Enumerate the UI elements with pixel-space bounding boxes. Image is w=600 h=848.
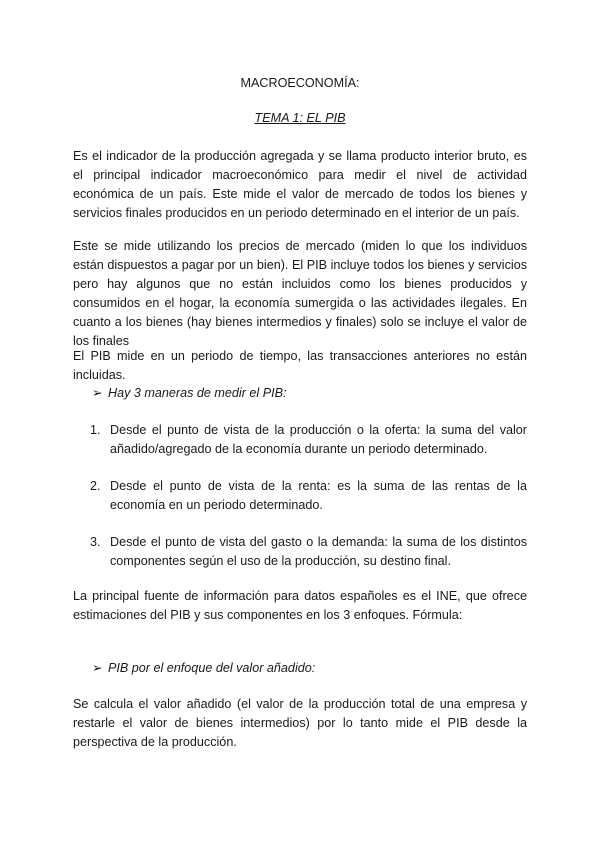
list-text: Desde el punto de vista del gasto o la demanda: la suma de los distintos componentes según el uso de la producción, su destino final. (110, 535, 527, 568)
bullet-text: Hay 3 maneras de medir el PIB: (108, 386, 287, 400)
list-number: 3. (90, 535, 101, 549)
list-text: Desde el punto de vista de la producción o la oferta: la suma del valor añadido/agregado de la economía durante un periodo determinado. (110, 423, 527, 456)
bullet-three-ways (92, 384, 522, 403)
bullet-text: PIB por el enfoque del valor añadido: (108, 661, 316, 675)
paragraph-definition: Es el indicador de la producción agregada y se llama producto interior bruto, es el principal indicador macroeconómico para medir el nivel de actividad económica de un país. Este mide el valor de mercado de todos los bienes y servicios finales producidos en un periodo determinado en el interior de un país. (73, 149, 527, 220)
paragraph-market-prices: Este se mide utilizando los precios de mercado (miden lo que los individuos están dispuestos a pagar por un bien). El PIB incluye todos los bienes y servicios pero hay algunos que no están incluidos como los bienes producidos y consumidos en el hogar, la economía sumergida o las actividades ilegales. En cuanto a los bienes (hay bienes intermedios y finales) solo se incluye el valor de los finales (73, 239, 527, 348)
list-item (90, 421, 527, 459)
arrow-bullet-icon: ➢ (92, 661, 103, 675)
paragraph-time-period: El PIB mide en un periodo de tiempo, las transacciones anteriores no están incluidas. (73, 349, 527, 382)
list-text: Desde el punto de vista de la renta: es la suma de las rentas de la economía en un periodo determinado. (110, 479, 527, 512)
bullet-value-added (92, 659, 522, 678)
list-item (90, 477, 527, 515)
document-title: MACROECONOMÍA: (240, 76, 360, 90)
section-title: TEMA 1: EL PIB (254, 111, 346, 125)
paragraph-ine-source: La principal fuente de información para datos españoles es el INE, que ofrece estimaciones del PIB y sus componentes en los 3 enfoques. Fórmula: (73, 589, 527, 622)
list-number: 2. (90, 479, 101, 493)
paragraph-value-added: Se calcula el valor añadido (el valor de la producción total de una empresa y restarle el valor de bienes intermedios) por lo tanto mide el PIB desde la perspectiva de la producción. (73, 697, 527, 749)
list-item (90, 533, 527, 571)
arrow-bullet-icon: ➢ (92, 386, 103, 400)
list-number: 1. (90, 423, 101, 437)
